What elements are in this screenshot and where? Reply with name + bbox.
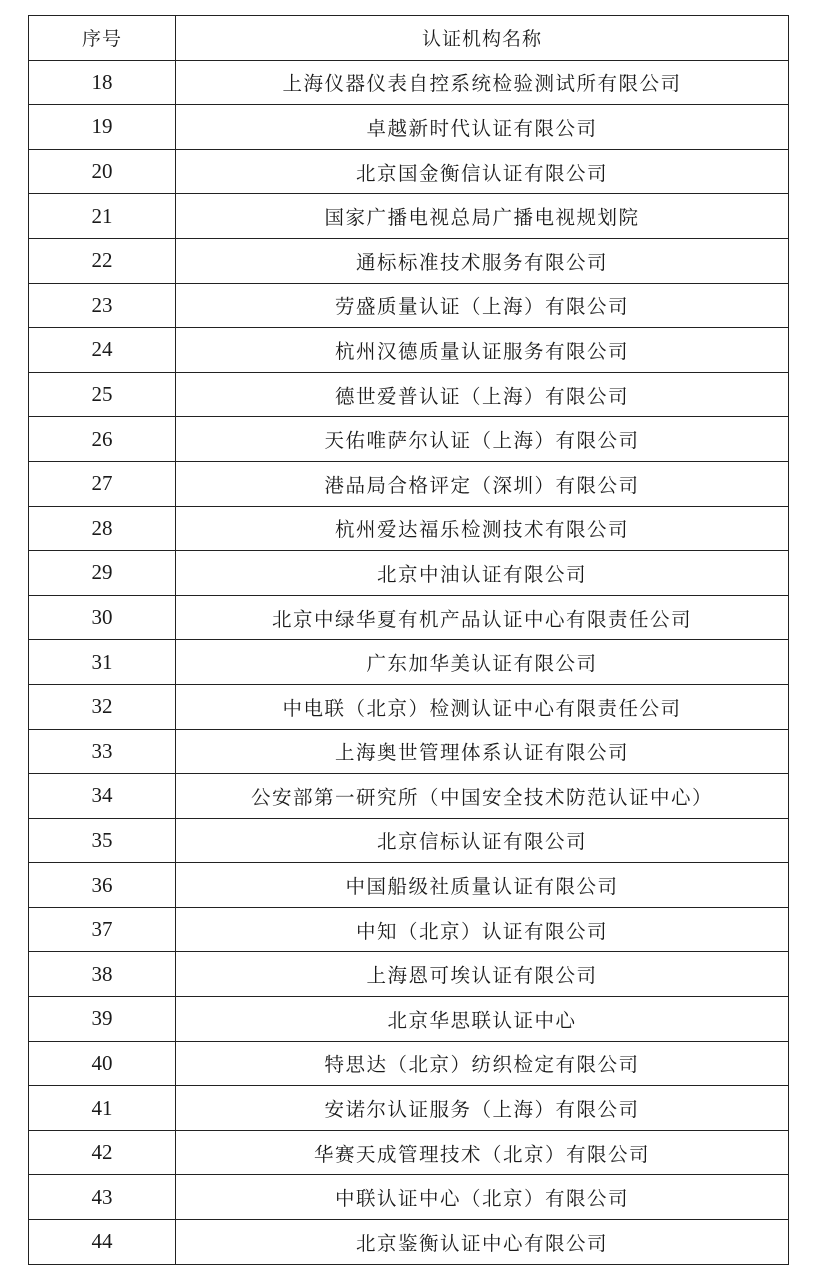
row-number: 36 — [29, 863, 176, 908]
table-header-row — [29, 16, 789, 61]
row-organization-name: 北京华思联认证中心 — [176, 997, 789, 1042]
row-number: 26 — [29, 417, 176, 462]
row-number: 30 — [29, 595, 176, 640]
table-row — [29, 105, 789, 150]
row-number: 34 — [29, 774, 176, 819]
table-row — [29, 729, 789, 774]
table-row — [29, 461, 789, 506]
header-name: 认证机构名称 — [176, 16, 789, 61]
table-row — [29, 684, 789, 729]
row-organization-name: 公安部第一研究所（中国安全技术防范认证中心） — [176, 774, 789, 819]
row-number: 33 — [29, 729, 176, 774]
row-organization-name: 中联认证中心（北京）有限公司 — [176, 1175, 789, 1220]
row-number: 19 — [29, 105, 176, 150]
table-row — [29, 551, 789, 596]
row-number: 43 — [29, 1175, 176, 1220]
table-row — [29, 997, 789, 1042]
table-row — [29, 907, 789, 952]
table-row — [29, 640, 789, 685]
row-number: 27 — [29, 461, 176, 506]
row-organization-name: 特思达（北京）纺织检定有限公司 — [176, 1041, 789, 1086]
table-row — [29, 372, 789, 417]
table-row — [29, 818, 789, 863]
row-organization-name: 国家广播电视总局广播电视规划院 — [176, 194, 789, 239]
row-organization-name: 安诺尔认证服务（上海）有限公司 — [176, 1086, 789, 1131]
table-row — [29, 1086, 789, 1131]
table-row — [29, 194, 789, 239]
row-organization-name: 北京中油认证有限公司 — [176, 551, 789, 596]
row-organization-name: 德世爱普认证（上海）有限公司 — [176, 372, 789, 417]
table-row — [29, 328, 789, 373]
table-row — [29, 283, 789, 328]
row-organization-name: 上海奥世管理体系认证有限公司 — [176, 729, 789, 774]
row-number: 18 — [29, 60, 176, 105]
row-organization-name: 天佑唯萨尔认证（上海）有限公司 — [176, 417, 789, 462]
table-row — [29, 595, 789, 640]
table-body — [29, 60, 789, 1264]
table-row — [29, 1175, 789, 1220]
row-number: 44 — [29, 1220, 176, 1265]
table-row — [29, 60, 789, 105]
table-row — [29, 417, 789, 462]
row-organization-name: 北京国金衡信认证有限公司 — [176, 149, 789, 194]
row-number: 37 — [29, 907, 176, 952]
row-organization-name: 劳盛质量认证（上海）有限公司 — [176, 283, 789, 328]
row-organization-name: 杭州汉德质量认证服务有限公司 — [176, 328, 789, 373]
row-number: 25 — [29, 372, 176, 417]
row-number: 38 — [29, 952, 176, 997]
row-number: 24 — [29, 328, 176, 373]
table-row — [29, 952, 789, 997]
table-row — [29, 238, 789, 283]
row-organization-name: 上海仪器仪表自控系统检验测试所有限公司 — [176, 60, 789, 105]
row-number: 41 — [29, 1086, 176, 1131]
table-row — [29, 1220, 789, 1265]
row-organization-name: 上海恩可埃认证有限公司 — [176, 952, 789, 997]
row-number: 29 — [29, 551, 176, 596]
table-row — [29, 149, 789, 194]
row-number: 42 — [29, 1130, 176, 1175]
row-number: 40 — [29, 1041, 176, 1086]
certification-body-table — [28, 15, 789, 1265]
row-number: 31 — [29, 640, 176, 685]
row-number: 21 — [29, 194, 176, 239]
row-organization-name: 北京鉴衡认证中心有限公司 — [176, 1220, 789, 1265]
table-row — [29, 506, 789, 551]
row-number: 22 — [29, 238, 176, 283]
row-number: 28 — [29, 506, 176, 551]
table-row — [29, 774, 789, 819]
table-row — [29, 1130, 789, 1175]
row-organization-name: 北京中绿华夏有机产品认证中心有限责任公司 — [176, 595, 789, 640]
row-organization-name: 华赛天成管理技术（北京）有限公司 — [176, 1130, 789, 1175]
row-organization-name: 中知（北京）认证有限公司 — [176, 907, 789, 952]
row-organization-name: 广东加华美认证有限公司 — [176, 640, 789, 685]
row-organization-name: 港品局合格评定（深圳）有限公司 — [176, 461, 789, 506]
row-number: 32 — [29, 684, 176, 729]
row-organization-name: 杭州爱达福乐检测技术有限公司 — [176, 506, 789, 551]
table-row — [29, 863, 789, 908]
row-organization-name: 卓越新时代认证有限公司 — [176, 105, 789, 150]
row-organization-name: 北京信标认证有限公司 — [176, 818, 789, 863]
row-number: 20 — [29, 149, 176, 194]
header-number: 序号 — [29, 16, 176, 61]
row-organization-name: 通标标准技术服务有限公司 — [176, 238, 789, 283]
row-number: 39 — [29, 997, 176, 1042]
row-number: 35 — [29, 818, 176, 863]
row-organization-name: 中国船级社质量认证有限公司 — [176, 863, 789, 908]
table-row — [29, 1041, 789, 1086]
row-number: 23 — [29, 283, 176, 328]
row-organization-name: 中电联（北京）检测认证中心有限责任公司 — [176, 684, 789, 729]
